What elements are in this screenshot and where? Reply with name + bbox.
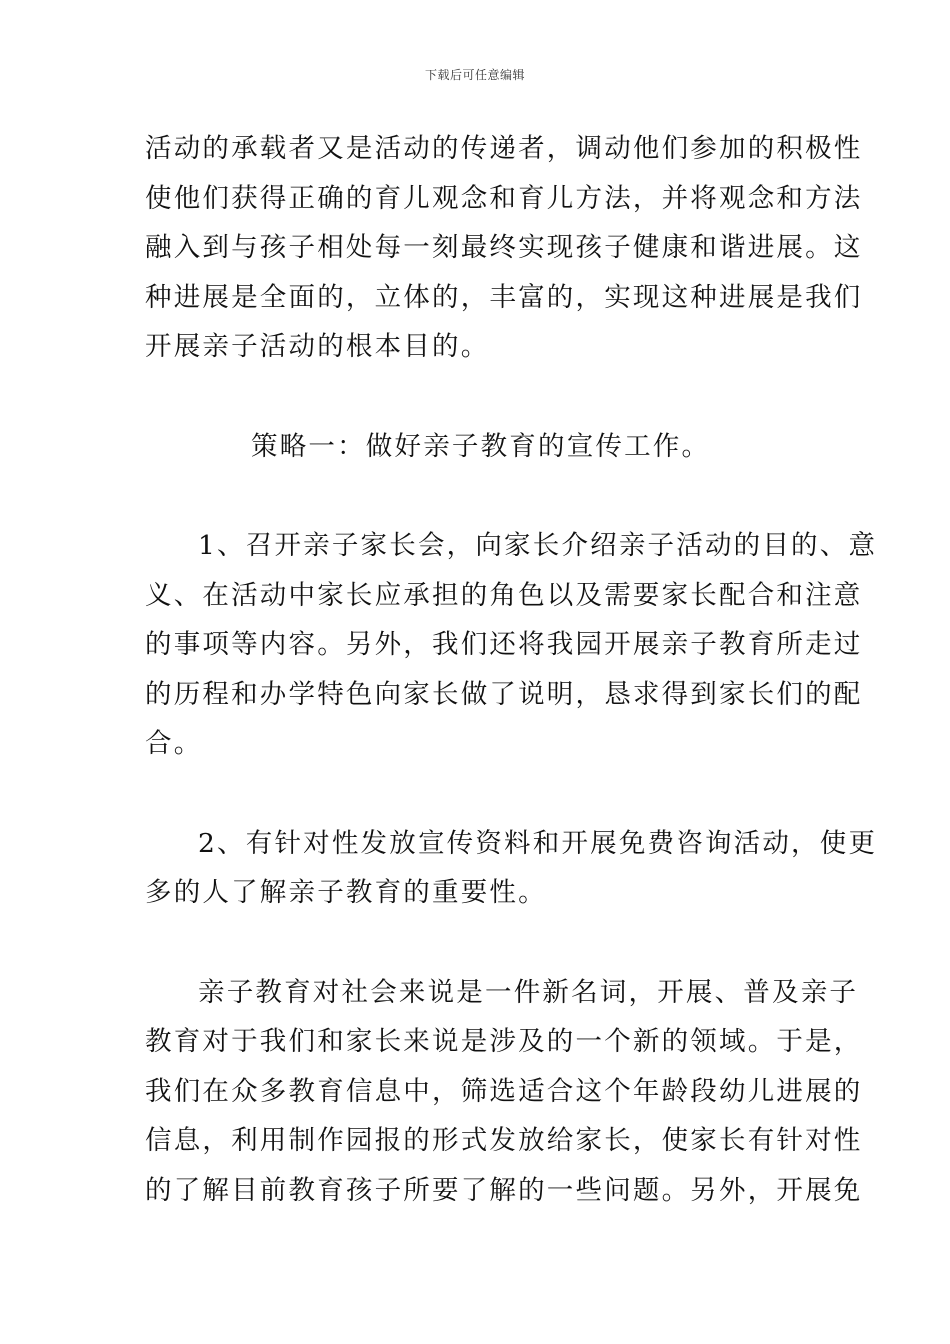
text-line: 我们在众多教育信息中，筛选适合这个年龄段幼儿进展的 bbox=[145, 1075, 863, 1107]
text-line: 亲子教育对社会来说是一件新名词，开展、普及亲子 bbox=[198, 976, 859, 1008]
paragraph bbox=[145, 521, 878, 769]
text-line: 种进展是全面的，立体的，丰富的，实现这种进展是我们 bbox=[145, 281, 863, 313]
text-line: 使他们获得正确的育儿观念和育儿方法，并将观念和方法 bbox=[145, 182, 863, 214]
text-line: 义、在活动中家长应承担的角色以及需要家长配合和注意 bbox=[145, 579, 863, 611]
text-line: 的事项等内容。另外，我们还将我园开展亲子教育所走过 bbox=[145, 629, 863, 660]
text-line: 信息，利用制作园报的形式发放给家长，使家长有针对性 bbox=[145, 1125, 863, 1156]
text-line: 的历程和办学特色向家长做了说明，恳求得到家长们的配 bbox=[145, 678, 863, 710]
paragraph bbox=[145, 124, 863, 372]
paragraph-gap bbox=[145, 918, 810, 968]
paragraph-gap bbox=[145, 769, 810, 819]
paragraph bbox=[145, 968, 863, 1216]
text-line: 融入到与孩子相处每一刻最终实现孩子健康和谐进展。这 bbox=[145, 232, 863, 263]
text-line: 的了解目前教育孩子所要了解的一些问题。另外，开展免 bbox=[145, 1174, 863, 1206]
paragraph-gap bbox=[145, 471, 810, 521]
text-line: 合。 bbox=[145, 728, 203, 759]
text-line: 2、有针对性发放宣传资料和开展免费咨询活动，使更 bbox=[198, 827, 878, 859]
text-line: 教育对于我们和家长来说是涉及的一个新的领域。于是， bbox=[145, 1026, 863, 1057]
text-line: 策略一：做好亲子教育的宣传工作。 bbox=[251, 430, 711, 462]
paragraph-gap bbox=[145, 372, 810, 422]
document-body bbox=[145, 124, 878, 1215]
paragraph bbox=[145, 819, 878, 918]
section-heading-paragraph bbox=[145, 422, 810, 472]
text-line: 多的人了解亲子教育的重要性。 bbox=[145, 877, 547, 908]
header-note: 下载后可任意编辑 bbox=[424, 68, 525, 82]
text-line: 活动的承载者又是活动的传递者，调动他们参加的积极性 bbox=[145, 133, 863, 164]
text-line: 1、召开亲子家长会，向家长介绍亲子活动的目的、意 bbox=[198, 530, 878, 561]
text-line: 开展亲子活动的根本目的。 bbox=[145, 331, 490, 362]
